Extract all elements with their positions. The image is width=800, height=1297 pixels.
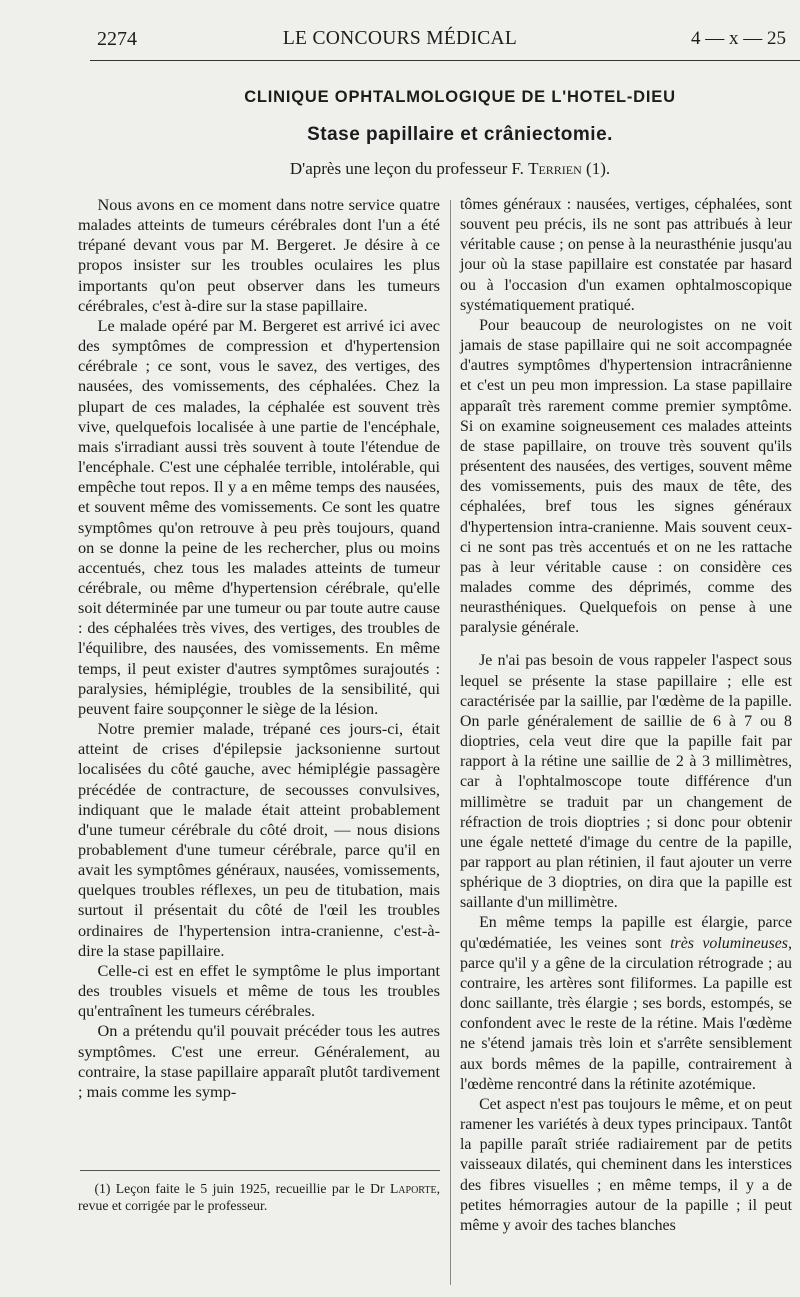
- paragraph: Le malade opéré par M. Bergeret est arrivé ici avec des symptômes de compression et d'hypertension cérébrale ; ce sont, vous le savez, des vertiges, des nausées, des vomissements, des céphalées. Chez la plupart de ces malades, la céphalée est souvent très vive, quelquefois localisée à une partie de l'encéphale, mais s'irradiant aussi très souvent à toute l'étendue de l'encéphale. C'est une céphalée terrible, intolérable, qui empêche tout repos. Il y a en même temps des nausées, et souvent même des vomissements. Ce sont les quatre symptômes qu'on retrouve à peu près toujours, quand on se donne la peine de les rechercher, plus ou moins accentués, chez tous les malades atteints de tumeur cérébrale, ou même d'hypertension cérébrale, qu'elle soit déterminée par une tumeur ou par toute autre cause : des céphalées très vives, des vertiges, des troubles de l'équilibre, des nausées, des vomissements. En même temps, il peut exister d'autres symptômes surajoutés : paralysies, hémiplégie, troubles de la sensibilité, qui peuvent faire soupçonner le siège de la lésion.: [78, 315, 440, 718]
- footnote-text-a: (1) Leçon faite le 5 juin 1925, recueillie par le Dr: [94, 1181, 385, 1196]
- paragraph: Pour beaucoup de neurologistes on ne voit jamais de stase papillaire qui ne soit accompagnée d'autres symptômes d'hypertension intracrânienne et c'est un peu mon impression. La stase papillaire apparaît très rarement comme premier symptôme. Si on examine soigneusement ces malades atteints de stase papillaire, on trouve très souvent qu'ils présentent des nausées, des vertiges, souvent même des vomissements, puis des maux de tête, des céphalées, bref tous les signes généraux d'hypertension intra-cranienne. Mais souvent ceux-ci ne sont pas très accentués et on ne les rattache pas à leur véritable cause : on considère ces malades comme des déprimés, comme des neurasthéniques. Quelquefois on pense à une paralysie générale.: [460, 316, 792, 637]
- text-run: En même temps la papille est élargie, parce qu'œdématiée, les veines sont: [460, 914, 792, 952]
- issue-date: 4 — x — 25: [691, 28, 786, 49]
- paragraph: Notre premier malade, trépané ces jours-ci, était atteint de crises d'épilepsie jacksonienne surtout localisées du côté gauche, avec hémiplégie passagère précédée de contracture, de secousses convulsives, indiquant que le malade était atteint probablement d'une tumeur cérébrale du côté droit, — nous disions probablement d'une tumeur cérébrale, parce qu'il en avait les symptômes généraux, nausées, vomissements, quelques troubles réflexes, un peu de titubation, mais surtout il présentait du côté de l'œil les troubles ordinaires de l'hypertension intra-cranienne, c'est-à-dire la stase papillaire.: [78, 719, 440, 960]
- paragraph: Celle-ci est en effet le symptôme le plus important des troubles visuels et même de tous les troubles qu'entraînent les tumeurs cérébrales.: [78, 960, 440, 1021]
- subtitle-prefix: D'après une leçon du professeur F.: [289, 159, 524, 178]
- footnote-rule: [80, 1170, 440, 1171]
- paragraph: Cet aspect n'est pas toujours le même, et on peut ramener les variétés à deux types principaux. Tantôt la papille paraît striée radiairement par de petits vaisseaux dilatés, qui cheminent dans les interstices des fibres visuelles ; en même temps, il y a de petites hémorragies autour de la papille ; il peut même y avoir des taches blanches: [460, 1095, 792, 1234]
- paragraph: Je n'ai pas besoin de vous rappeler l'aspect sous lequel se présente la stase papillaire ; elle est caractérisée par la saillie, par l'œdème de la papille. On parle généralement de saillie de 6 à 7 ou 8 dioptries, cela veut dire que la papille fait par rapport à la rétine une saillie de 2 à 3 millimètres, car à l'ophtalmoscope toute différence d'un millimètre se traduit par un changement de réfraction de trois dioptries ; si donc pour obtenir une égale netteté d'image du centre de la papille, par rapport au plan rétinien, il faut ajouter un verre sphérique de 3 dioptries, on dira que la papille est saillante d'un millimètre.: [460, 652, 792, 912]
- paragraph: tômes généraux : nausées, vertiges, céphalées, sont souvent peu précis, ils ne sont pas attribués à leur véritable cause ; on pense à la neurasthénie jusqu'au jour où la stase papillaire est constatée par hasard ou à l'occasion d'un examen ophtalmoscopique systématiquement pratiqué.: [460, 196, 792, 314]
- paragraph: [460, 913, 792, 1094]
- running-header: [0, 28, 800, 58]
- footnote-name: Laporte: [389, 1181, 437, 1196]
- paragraph: Nous avons en ce moment dans notre service quatre malades atteints de tumeurs cérébrales dont l'un a été trépané devant vous par M. Bergeret. Je désire à ce propos insister sur les troubles oculaires les plus importants qu'on peut observer dans les tumeurs cérébrales, c'est à-dire sur la stase papillaire.: [78, 195, 440, 315]
- subtitle-footnote-ref: (1).: [586, 159, 611, 178]
- page-number: 2274: [97, 28, 137, 50]
- text-run: parce qu'il y a gêne de la circulation rétrograde ; au contraire, les artères sont filiformes. La papille est donc saillante, très élargie ; ses bords, estompés, se confondent avec le reste de la rétine. Mais l'œdème ne s'étend jamais très loin et s'arrête sensiblement aux bords mêmes de la papille, contrairement à l'œdème rencontré dans la rétinite azotémique.: [460, 954, 792, 1093]
- column-divider: [450, 200, 451, 1285]
- clinic-heading: CLINIQUE OPHTALMOLOGIQUE DE L'HOTEL-DIEU: [244, 88, 676, 106]
- right-column: [460, 195, 792, 1236]
- header-rule: [90, 60, 800, 61]
- footnote-text-b: , revue et corrigée par le professeur.: [78, 1181, 441, 1213]
- article-title: Stase papillaire et crâniectomie.: [307, 124, 613, 145]
- paragraph: On a prétendu qu'il pouvait précéder tous les autres symptômes. C'est une erreur. Généralement, au contraire, la stase papillaire apparaît plutôt tardivement ; mais comme les symp-: [78, 1021, 440, 1101]
- footnote: [78, 1180, 440, 1214]
- emphasis: très volumineuses,: [670, 934, 792, 952]
- article-subtitle: [0, 159, 800, 179]
- footnote-text: [78, 1180, 440, 1214]
- journal-title: LE CONCOURS MÉDICAL: [282, 28, 518, 49]
- subtitle-author: Terrien: [528, 159, 582, 178]
- left-column: [78, 195, 440, 1102]
